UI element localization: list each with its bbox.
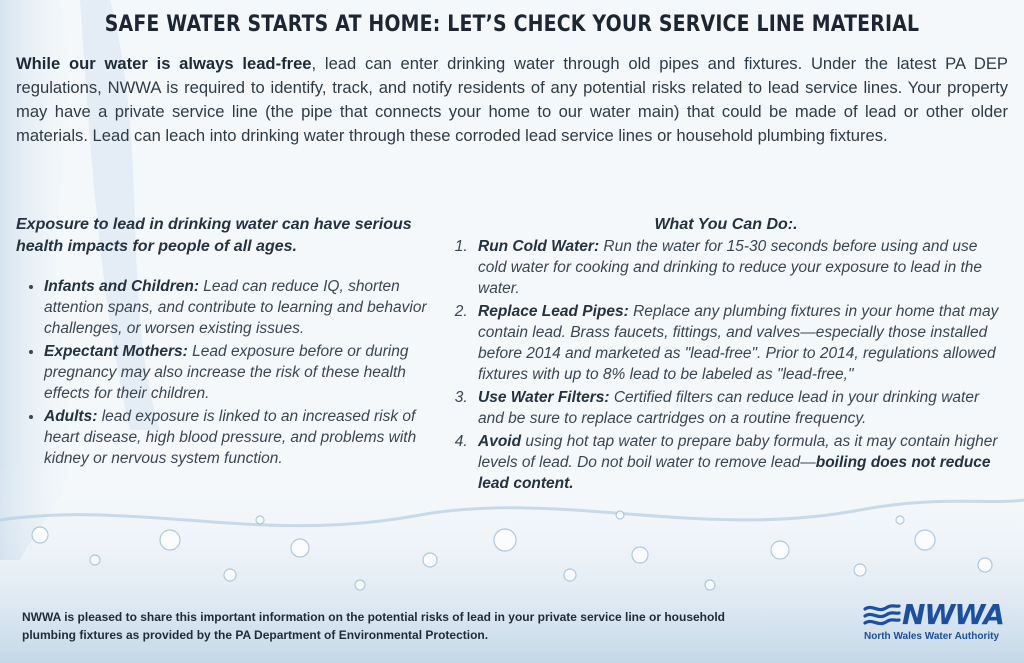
page-title: SAFE WATER STARTS AT HOME: LET’S CHECK YOUR SERVICE LINE MATERIAL <box>104 12 920 37</box>
list-item-label: Adults: <box>44 408 98 425</box>
actions-list <box>452 236 1000 494</box>
list-item <box>472 301 1000 385</box>
nwwa-logo <box>862 600 1012 642</box>
list-item-label: Run Cold Water: <box>478 238 600 255</box>
health-impacts-section <box>16 214 436 471</box>
list-item-text: lead exposure is linked to an increased risk of heart disease, high blood pressure, and problems with kidney or nervous system function. <box>44 408 417 467</box>
what-you-can-do-section <box>452 214 1000 496</box>
list-item <box>472 431 1000 494</box>
list-item <box>472 387 1000 429</box>
list-item <box>472 236 1000 299</box>
list-item-text: Run the water for 15-30 seconds before using and use cold water for cooking and drinking to reduce your exposure to lead in the water. <box>478 238 983 297</box>
intro-paragraph <box>16 52 1008 148</box>
list-item-emphasis: boiling does not reduce lead content. <box>478 454 991 492</box>
list-item <box>44 406 436 469</box>
health-list <box>16 276 436 469</box>
logo-wordmark: NWWA <box>902 598 1004 631</box>
list-item-text: Lead exposure before or during pregnancy may also increase the risk of these health effects for their children. <box>44 343 409 402</box>
list-item-label: Infants and Children: <box>44 278 199 295</box>
intro-lead: While our water is always lead-free <box>16 54 312 73</box>
list-item-text: using hot tap water to prepare baby formula, as it may contain higher levels of lead. Do not boil water to remove lead— <box>478 433 998 471</box>
list-item <box>44 341 436 404</box>
health-heading: Exposure to lead in drinking water can have serious health impacts for people of all ages. <box>16 216 412 255</box>
list-item-label: Replace Lead Pipes: <box>478 303 629 320</box>
list-item <box>44 276 436 339</box>
water-waves-icon <box>862 602 902 628</box>
intro-text: , lead can enter drinking water through old pipes and fixtures. Under the latest PA DEP regulations, NWWA is required to identify, track, and notify residents of any potential risks related to lead service lines. Your property may have a private service line (the pipe that connects your home to our water main) that could be made of lead or other older materials. Lead can leach into drinking water through these corroded lead service lines or household plumbing fixtures. <box>16 54 1008 145</box>
list-item-label: Use Water Filters: <box>478 389 610 406</box>
footer-note: NWWA is pleased to share this important information on the potential risks of lead in your private service line or household plumbing fixtures as provided by the PA Department of Environmental Protection. <box>22 610 726 642</box>
list-item-text: Replace any plumbing fixtures in your home that may contain lead. Brass faucets, fittings, and valves—especially those installed before 2014 and marketed as "lead-free". Prior to 2014, regulations allowed fixtures with up to 8% lead to be labeled as "lead-free," <box>478 303 999 383</box>
list-item-text: Lead can reduce IQ, shorten attention spans, and contribute to learning and behavior challenges, or worsen existing issues. <box>44 278 427 337</box>
actions-heading: What You Can Do:. <box>654 216 798 233</box>
list-item-text: Certified filters can reduce lead in your drinking water and be sure to replace cartridges on a routine frequency. <box>478 389 980 427</box>
logo-subtitle: North Wales Water Authority <box>864 631 1000 642</box>
list-item-label: Expectant Mothers: <box>44 343 188 360</box>
list-item-label: Avoid <box>478 433 522 450</box>
